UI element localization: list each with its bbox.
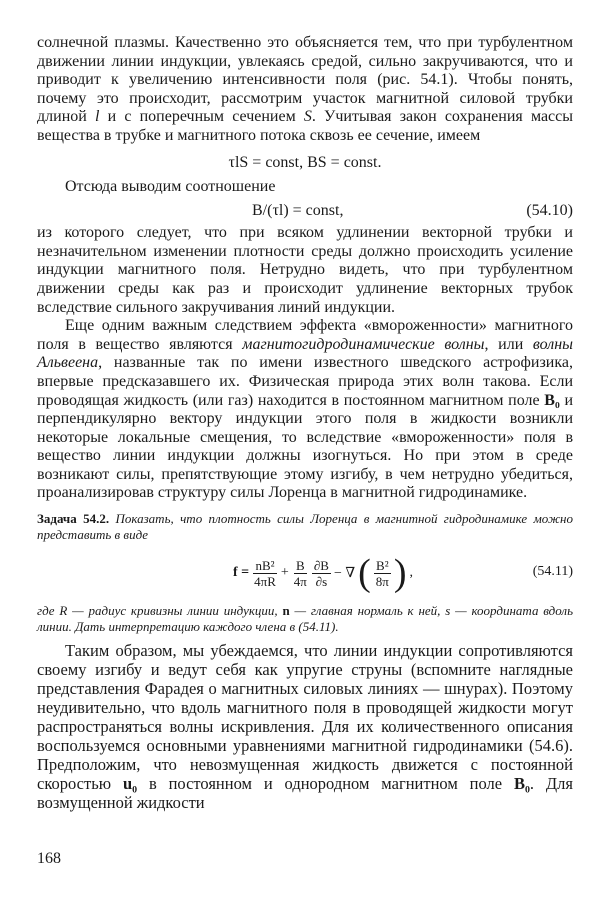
paragraph-2: Отсюда выводим соотношение <box>65 177 276 195</box>
equation-number: (54.10) <box>526 202 573 220</box>
equation-54-10 <box>37 198 573 224</box>
fraction-4: $\frac{\text{B²}}{8\pi}$ <box>375 557 389 589</box>
paragraph-4: Еще одним важным следствием эффекта «вмороженности» магнитного поля в вещество являются магнитогидродинамические волны, или волны Альвеена, названные так по имени известного шведского астрофизика, впервые предсказавшего их. Физическая природа этих волн такова. Если проводящая жидкость (или газ) находится в постоянном магнитном поле B₀ и перпендикулярно вектору индукции этого поля в жидкости возникли некоторые локальные смещения, то вследствие «вмороженности» поля в вещество линии индукции должны изогнуться. Но при этом в среде возникают силы, препятствующие этому изгибу, в чем нетрудно убедиться, проанализировав структуру силы Лоренца в магнитной гидродинамике. <box>37 317 574 502</box>
paragraph-3: из которого следует, что при всяком удлинении векторной трубки и незначительном изменении плотности среды должно происходить усиление индукции магнитного поля. Нетрудно видеть, что при турбулентном движении среды как раз и происходит удлинение векторных трубок вследствие сильного закручивания линий индукции. <box>37 224 573 316</box>
page-content <box>37 34 573 812</box>
task-text: Показать, что плотность силы Лоренца в магнитной гидродинамике можно представить в виде <box>37 511 573 543</box>
task-54-2 <box>37 511 573 543</box>
fraction-3: $\frac{\partial B}{\partial s}$ <box>313 557 329 589</box>
lorentz-force-formula: f = $\frac{\text{nB²}}{4\pi R}$ + $\frac{B}{4\pi}$ $\frac{\partial B}{\partial s}$ − ∇ ( $\frac{\text{B²}}{8\pi}$ ) , <box>233 552 414 595</box>
equation-number: (54.11) <box>532 564 573 580</box>
fraction-1: $\frac{\text{nB²}}{4\pi R}$ <box>254 557 276 589</box>
paragraph-1: солнечной плазмы. Качественно это объясняется тем, что при турбулентном движении линии индукции, увлекаясь средой, сильно закручиваются, что и приводит к увеличению интенсивности поля (рис. 54.1). Чтобы понять, почему это происходит, рассмотрим участок магнитной силовой трубки длиной l и с поперечным сечением S. Учитывая закон сохранения массы вещества в трубке и магнитного потока сквозь ее сечение, имеем <box>37 34 574 144</box>
task-explanation: где R — радиус кривизны линии индукции, n — главная нормаль к ней, s — координата вдоль линии. Дать интерпретацию каждого члена в (54.11). <box>37 603 573 635</box>
equation-54-10-body: B/(τl) = const, <box>252 202 344 220</box>
var-S: S <box>303 108 312 126</box>
paragraph-5: Таким образом, мы убеждаемся, что линии индукции сопротивляются своему изгибу и ведут себя как упругие струны (вспомните наглядные представления Фарадея о магнитных силовых линиях — шнурах). Поэтому неудивительно, что вдоль магнитного поля в проводящей жидкости могут распространяться волны искривления. Для их количественного описания воспользуемся основными уравнениями магнитной гидродинамики (54.6). Предположим, что невозмущенная жидкость движется с постоянной скоростью u₀ в постоянном и однородном магнитном поле B₀. Для возмущенной жидкости <box>37 641 573 813</box>
equation-54-11 <box>37 545 573 601</box>
var-l: l <box>94 108 100 126</box>
equation-conservation: τlS = const, BS = const. <box>228 153 382 171</box>
task-label: Задача 54.2. <box>37 511 110 527</box>
page-number: 168 <box>37 850 61 867</box>
fraction-2: $\frac{B}{4\pi}$ <box>293 557 307 589</box>
